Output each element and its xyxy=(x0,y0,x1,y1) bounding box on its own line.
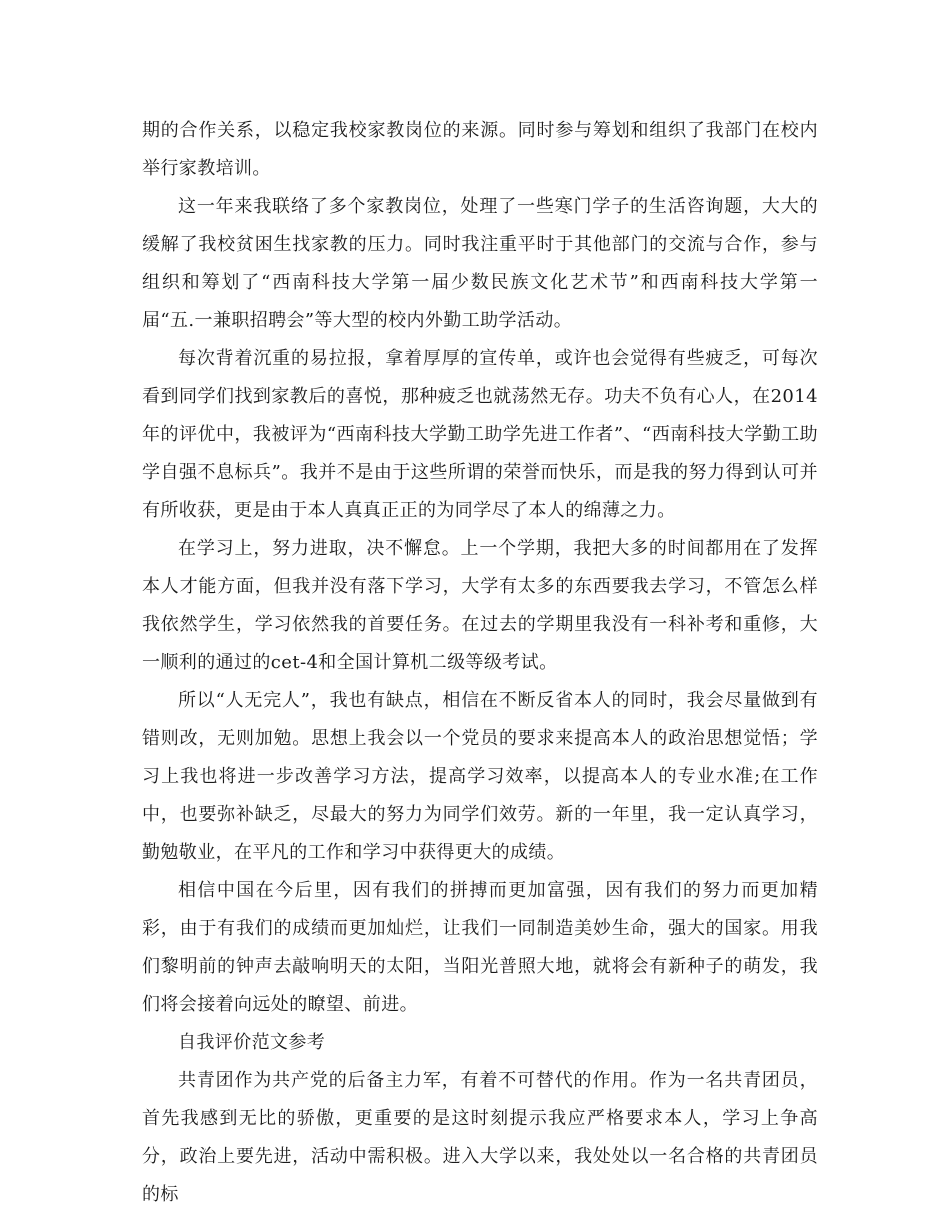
section-heading: 自我评价范文参考 xyxy=(178,1032,326,1053)
paragraph-study: 在学习上，努力进取，决不懈怠。上一个学期，我把大多的时间都用在了发挥本人才能方面，但我并没有落下学习，大学有太多的东西要我去学习，不管怎么样我依然学生，学习依然我的首要任务。在过去的学期里我没有一科补考和重修，大一顺利的通过的cet-4和全国计算机二级等级考试。 xyxy=(142,538,818,673)
paragraph-outlook: 相信中国在今后里，因有我们的拼搏而更加富强，因有我们的努力而更加精彩，由于有我们的成绩而更加灿烂，让我们一同制造美妙生命，强大的国家。用我们黎明前的钟声去敲响明天的太阳，当阳光普照大地，就将会有新种子的萌发，我们将会接着向远处的瞭望、前进。 xyxy=(142,880,818,1015)
document-page xyxy=(142,112,818,1214)
paragraph-honors: 每次背着沉重的易拉报，拿着厚厚的宣传单，或许也会觉得有些疲乏，可每次看到同学们找到家教后的喜悦，那种疲乏也就荡然无存。功夫不负有心人，在2014年的评优中，我被评为“西南科技大学勤工助学先进工作者”、“西南科技大学勤工助学自强不息标兵”。我并不是由于这些所谓的荣誉而快乐，而是我的努力得到认可并有所收获，更是由于本人真真正正的为同学尽了本人的绵薄之力。 xyxy=(142,348,818,521)
paragraph-self-reflection: 所以“人无完人”，我也有缺点，相信在不断反省本人的同时，我会尽量做到有错则改，无则加勉。思想上我会以一个党员的要求来提高本人的政治思想觉悟；学习上我也将进一步改善学习方法，提高学习效率，以提高本人的专业水准;在工作中，也要弥补缺乏，尽最大的努力为同学们效劳。新的一年里，我一定认真学习，勤勉敬业，在平凡的工作和学习中获得更大的成绩。 xyxy=(142,690,818,863)
paragraph-continued: 期的合作关系，以稳定我校家教岗位的来源。同时参与筹划和组织了我部门在校内举行家教培训。 xyxy=(142,120,818,179)
paragraph-tutoring-contacts: 这一年来我联络了多个家教岗位，处理了一些寒门学子的生活咨询题，大大的缓解了我校贫困生找家教的压力。同时我注重平时于其他部门的交流与合作，参与组织和筹划了“西南科技大学第一届少数民族文化艺术节”和西南科技大学第一届“五.一兼职招聘会”等大型的校内外勤工助学活动。 xyxy=(142,196,818,331)
paragraph-youth-league: 共青团作为共产党的后备主力军，有着不可替代的作用。作为一名共青团员，首先我感到无比的骄傲，更重要的是这时刻提示我应严格要求本人，学习上争高分，政治上要先进，活动中需积极。进入大学以来，我处处以一名合格的共青团员的标 xyxy=(142,1070,818,1205)
